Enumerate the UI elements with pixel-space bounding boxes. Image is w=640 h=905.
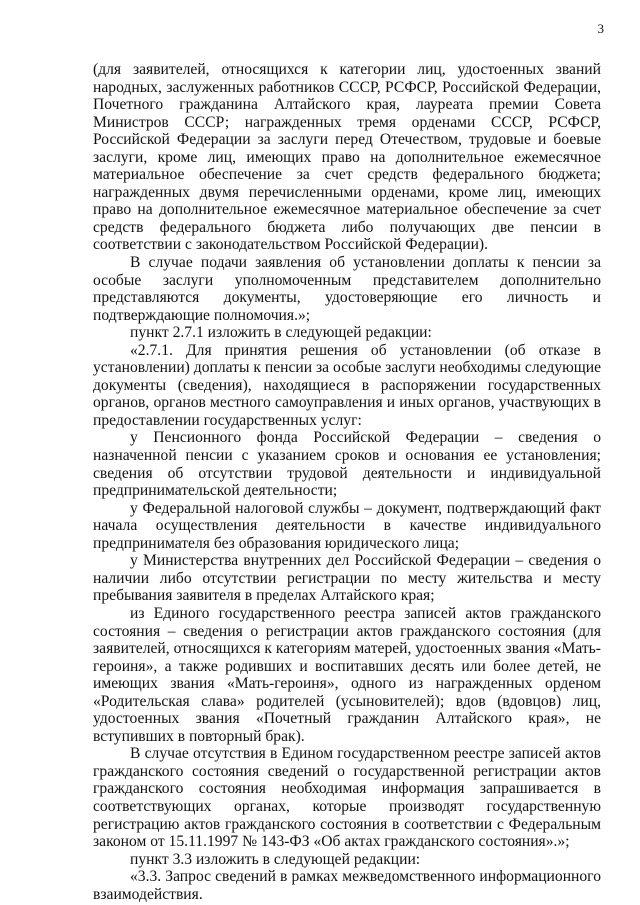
paragraph: у Министерства внутренних дел Российской Федерации – сведения о наличии либо отсутствии регистрации по месту жительства и месту пребывания заявителя в пределах Алтайского края; <box>93 552 601 605</box>
paragraph: «3.3. Запрос сведений в рамках межведомственного информационного взаимодействия. <box>93 868 601 903</box>
paragraph: пункт 3.3 изложить в следующей редакции: <box>130 850 421 868</box>
paragraph: пункт 2.7.1 изложить в следующей редакции: <box>130 324 432 342</box>
paragraph: из Единого государственного реестра записей актов гражданского состояния – сведения о регистрации актов гражданского состояния (для заявителей, относящихся к категориям матерей, удостоенных звания «Мать-героиня», а также родивших и воспитавших десять или более детей, не имеющих звания «Мать-героиня», одного из награжденных орденом «Родительская слава» родителей (усыновителей); вдов (вдовцов) лиц, удостоенных звания «Почетный гражданин Алтайского края», не вступивших в повторный брак). <box>93 604 601 745</box>
paragraph: В случае отсутствия в Едином государственном реестре записей актов гражданского состояния сведений о государственной регистрации актов гражданского состояния необходимая информация запрашивается в соответствующих органах, которые производят государственную регистрацию актов гражданского состояния в соответствии с Федеральным законом от 15.11.1997 № 143-ФЗ «Об актах гражданского состояния».»; <box>93 745 601 851</box>
page-number: 3 <box>597 21 604 36</box>
paragraph: у Пенсионного фонда Российской Федерации – сведения о назначенной пенсии с указанием сроков и основания ее установления; сведения об отсутствии трудовой деятельности и индивидуальной предпринимательской деятельности; <box>93 429 601 500</box>
paragraph: В случае подачи заявления об установлении доплаты к пенсии за особые заслуги уполномоченным представителем дополнительно представляются документы, удостоверяющие его личность и подтверждающие полномочия.»; <box>93 254 601 324</box>
paragraph: «2.7.1. Для принятия решения об установлении (об отказе в установлении) доплаты к пенсии за особые заслуги необходимы следующие документы (сведения), находящиеся в распоряжении государственных органов, органов местного самоуправления и иных органов, участвующих в предоставлении государственных услуг: <box>93 341 601 429</box>
paragraph: у Федеральной налоговой службы – документ, подтверждающий факт начала осуществления деятельности в качестве индивидуального предпринимателя без образования юридического лица; <box>93 499 601 552</box>
paragraph: (для заявителей, относящихся к категории лиц, удостоенных званий народных, заслуженных работников СССР, РСФСР, Российской Федерации, Почетного гражданина Алтайского края, лауреата премии Совета Министров СССР; награжденных тремя орденами СССР, РСФСР, Российской Федерации за заслуги перед Отечеством, трудовые и боевые заслуги, кроме лиц, имеющих право на дополнительное ежемесячное материальное обеспечение за счет средств федерального бюджета; награжденных двумя перечисленными орденами, кроме лиц, имеющих право на дополнительное ежемесячное материальное обеспечение за счет средств федерального бюджета либо получающих две пенсии в соответствии с законодательством Российской Федерации). <box>93 61 601 254</box>
document-body <box>93 61 601 903</box>
